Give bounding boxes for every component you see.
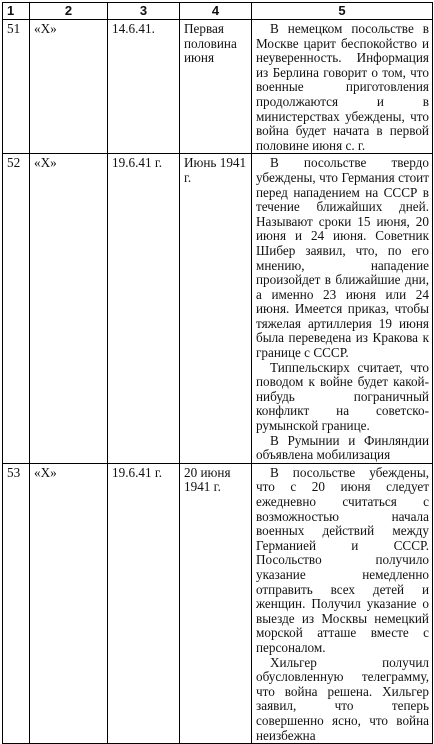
expected-period: 20 июня 1941 г. [180, 463, 252, 743]
report-paragraph: В посольстве убеждены, что с 20 июня следует ежедневно считаться с возможностью начала военных действий между Германией и СССР. Посольство получило указание немедленно отправить всех детей и женщин. Получил указание о выезде из Москвы немецкий морской атташе вместе с персоналом. [256, 464, 429, 655]
report-paragraph: В немецком посольстве в Москве царит беспокойство и неуверенность. Информация из Берлина говорит о том, что военные приготовления продолжаются и в министерствах убеждены, что война будет начата в первой половине июня с. г. [256, 21, 429, 153]
report-date: 19.6.41 г. [108, 154, 180, 463]
report-date: 14.6.41. [108, 20, 180, 154]
report-paragraph: Хильгер получил обусловленную телеграмму, что война решена. Хильгер заявил, что теперь совершенно ясно, что война неизбежна [256, 654, 429, 743]
table-header-row [3, 3, 433, 20]
row-number: 53 [3, 463, 30, 743]
header-col-2: 2 [30, 3, 108, 20]
report-paragraph: Типпельскирх считает, что поводом к войне будет какой-нибудь пограничный конфликт на советско-румынской границе. [256, 359, 429, 434]
report-content [252, 20, 433, 154]
report-paragraph: В Румынии и Финляндии объявлена мобилизация [256, 432, 429, 463]
source-code: «X» [30, 463, 108, 743]
header-col-3: 3 [108, 3, 180, 20]
header-col-5: 5 [252, 3, 433, 20]
table-row-51 [3, 20, 433, 154]
header-col-1: 1 [3, 3, 30, 20]
report-paragraph: В посольстве твердо убеждены, что Германия стоит перед нападением на СССР в течение ближайших дней. Называют сроки 15 июня, 20 июня и 24 июня. Советник Шибер заявил, что, по его мнению, нападение произойдет в ближайшие дни, а именно 23 июня или 24 июня. Имеется приказ, чтобы тяжелая артиллерия 19 июня была переведена из Кракова к границе с СССР. [256, 155, 429, 361]
report-content [252, 463, 433, 743]
table-row-52 [3, 154, 433, 463]
table-row-53 [3, 463, 433, 743]
row-number: 52 [3, 154, 30, 463]
intelligence-reports-table [2, 2, 433, 744]
row-number: 51 [3, 20, 30, 154]
source-code: «X» [30, 20, 108, 154]
report-date: 19.6.41 г. [108, 463, 180, 743]
source-code: «X» [30, 154, 108, 463]
expected-period: Июнь 1941 г. [180, 154, 252, 463]
report-content [252, 154, 433, 463]
expected-period: Первая половина июня [180, 20, 252, 154]
header-col-4: 4 [180, 3, 252, 20]
